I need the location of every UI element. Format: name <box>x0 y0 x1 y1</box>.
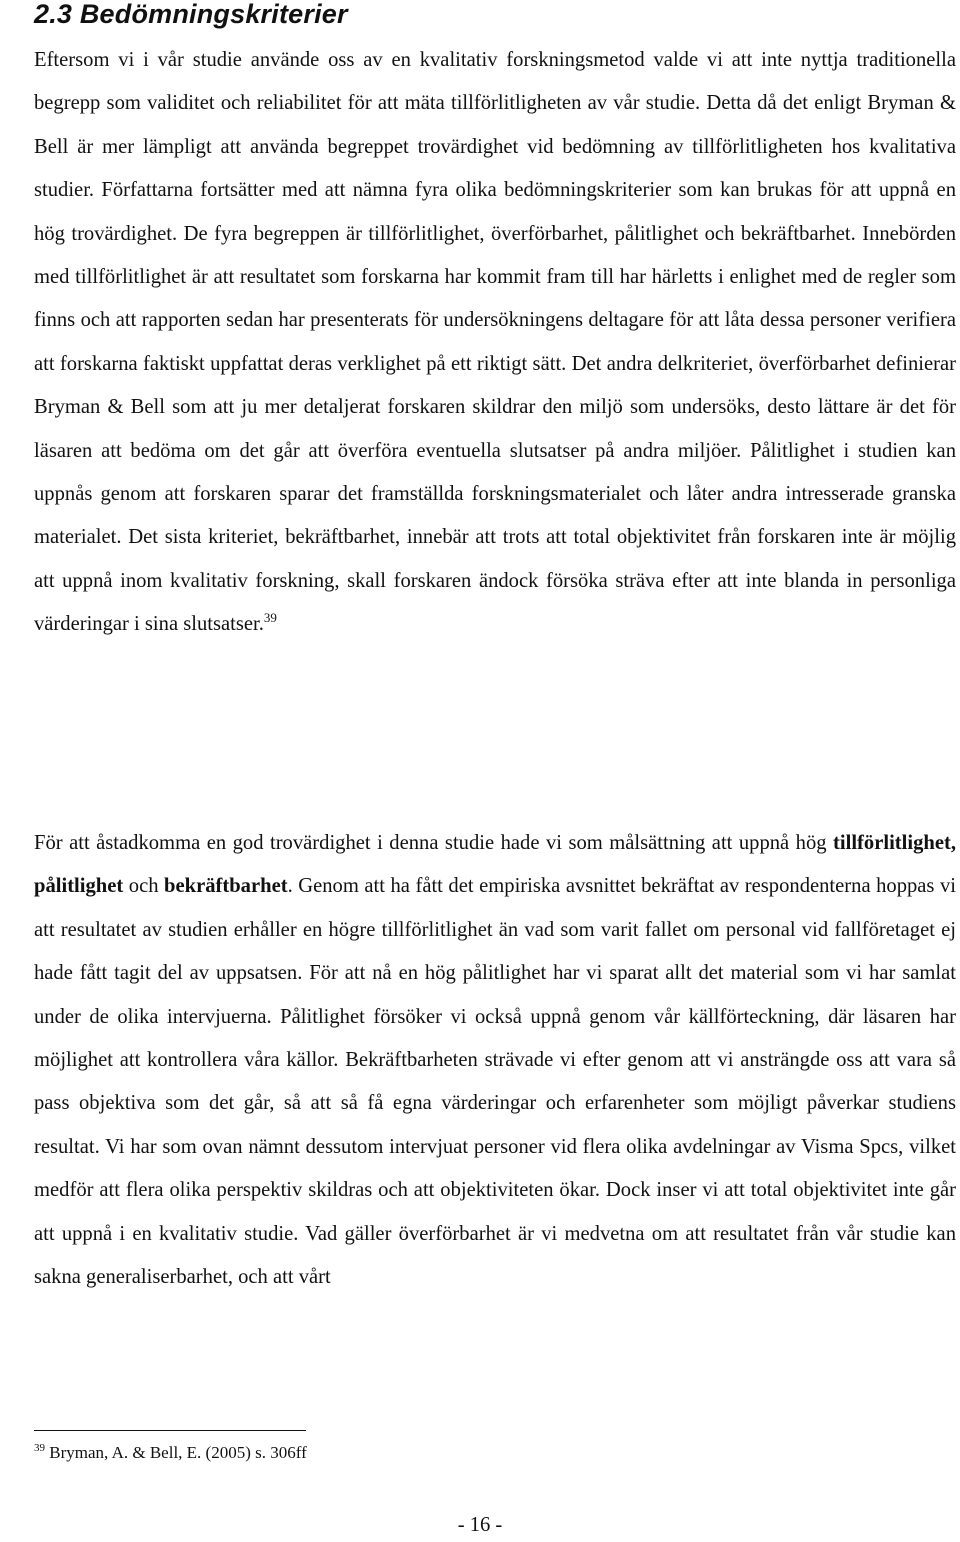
paragraph-text: . Genom att ha fått det empiriska avsnittet bekräftat av respondenterna hoppas vi att resultatet av studien erhåller en högre tillförlitlighet än vad som varit fallet om personal vid fallföretaget ej hade fått tagit del av uppsatsen. För att nå en hög pålitlighet har vi sparat allt det material som vi har samlat under de olika intervjuerna. Pålitlighet försöker vi också uppnå genom vår källförteckning, där läsaren har möjlighet att kontrollera våra källor. Bekräftbarheten strävade vi efter genom att vi ansträngde oss att vara så pass objektiva som det går, så att så få egna värderingar och erfarenheter som möjligt påverkar studiens resultat. Vi har som ovan nämnt dessutom intervjuat personer vid flera olika avdelningar av Visma Spcs, vilket medför att flera olika perspektiv skildras och att objektiviteten ökar. Dock inser vi att total objektivitet inte går att uppnå i en kvalitativ studie. Vad gäller överförbarhet är vi medvetna om att resultatet från vår studie kan sakna generaliserbarhet, och att vårt <box>34 875 956 1289</box>
separator: och <box>123 875 165 898</box>
term-palitlighet: pålitlighet <box>34 875 124 898</box>
page-number: - 16 - <box>457 1514 503 1536</box>
footnote-divider <box>34 1430 306 1431</box>
paragraph-text: För att åstadkomma en god trovärdighet i denna studie hade vi som målsättning att uppnå hög <box>34 832 834 854</box>
section-heading: 2.3 Bedömningskriterier <box>34 0 348 29</box>
term-tillforlitlighet: tillförlitlighet, <box>833 832 956 854</box>
paragraph-trustworthiness <box>34 822 956 1299</box>
footnote-number: 39 <box>34 1442 45 1454</box>
footnote <box>34 1436 307 1470</box>
term-bekraftbarhet: bekräftbarhet <box>164 875 288 898</box>
footnote-text: Bryman, A. & Bell, E. (2005) s. 306ff <box>45 1443 307 1462</box>
paragraph-assessment-criteria <box>34 39 956 647</box>
footnote-reference: 39 <box>263 610 277 626</box>
paragraph-text: Eftersom vi i vår studie använde oss av en kvalitativ forskningsmetod valde vi att inte nyttja traditionella begrepp som validitet och reliabilitet för att mäta tillförlitligheten av vår studie. Detta då det enligt Bryman & Bell är mer lämpligt att använda begreppet trovärdighet vid bedömning av tillförlitligheten hos kvalitativa studier. Författarna fortsätter med att nämna fyra olika bedömningskriterier som kan brukas för att uppnå en hög trovärdighet. De fyra begreppen är tillförlitlighet, överförbarhet, pålitlighet och bekräftbarhet. Innebörden med tillförlitlighet är att resultatet som forskarna har kommit fram till har härletts i enlighet med de regler som finns och att rapporten sedan har presenterats för undersökningens deltagare för att låta dessa personer verifiera att forskarna faktiskt uppfattat deras verklighet på ett riktigt sätt. Det andra delkriteriet, överförbarhet definierar Bryman & Bell som att ju mer detaljerat forskaren skildrar den miljö som undersöks, desto lättare är det för läsaren att bedöma om det går att överföra eventuella slutsatser på andra miljöer. Pålitlighet i studien kan uppnås genom att forskaren sparar det framställda forskningsmaterialet och låter andra intresserade granska materialet. Det sista kriteriet, bekräftbarhet, innebär att trots att total objektivitet från forskaren inte är möjlig att uppnå inom kvalitativ forskning, skall forskaren ändock försöka sträva efter att inte blanda in personliga värderingar i sina slutsatser. <box>34 49 956 636</box>
